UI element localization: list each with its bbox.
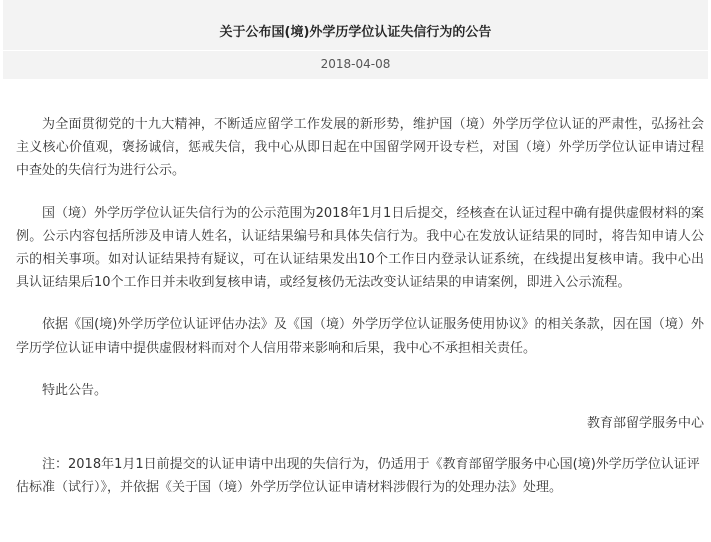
page-title: 关于公布国(境)外学历学位认证失信行为的公告 xyxy=(219,25,492,40)
footnote: 注：2018年1月1日前提交的认证申请中出现的失信行为，仍适用于《教育部留学服务中心国(境)外学历学位认证评估标准（试行）》，并依据《关于国（境）外学历学位认证申请材料涉假行为的处理办法》处理。 xyxy=(16,457,700,496)
publish-date: 2018-04-08 xyxy=(320,57,391,71)
article-body xyxy=(16,113,704,500)
paragraph-disclaimer: 依据《国(境)外学历学位认证评估办法》及《国（境）外学历学位认证服务使用协议》的相关条款，因在国（境）外学历学位认证申请中提供虚假材料而对个人信用带来影响和后果，我中心不承担相关责任。 xyxy=(16,317,704,356)
paragraph-closing: 特此公告。 xyxy=(42,382,108,398)
paragraph-intro: 为全面贯彻党的十九大精神，不断适应留学工作发展的新形势，维护国（境）外学历学位认证的严肃性，弘扬社会主义核心价值观，褒扬诚信，惩戒失信，我中心从即日起在中国留学网开设专栏，对国（境）外学历学位认证申请过程中查处的失信行为进行公示。 xyxy=(16,117,704,179)
header-divider xyxy=(3,50,708,51)
issuer-signature: 教育部留学服务中心 xyxy=(586,416,704,432)
paragraph-scope: 国（境）外学历学位认证失信行为的公示范围为2018年1月1日后提交，经核查在认证过程中确有提供虚假材料的案例。公示内容包括所涉及申请人姓名，认证结果编号和具体失信行为。我中心在发放认证结果的同时，将告知申请人公示的相关事项。如对认证结果持有疑议，可在认证结果发出10个工作日内登录认证系统，在线提出复核申请。我中心出具认证结果后10个工作日并未收到复核申请，或经复核仍无法改变认证结果的申请案例，即进入公示流程。 xyxy=(16,205,704,291)
